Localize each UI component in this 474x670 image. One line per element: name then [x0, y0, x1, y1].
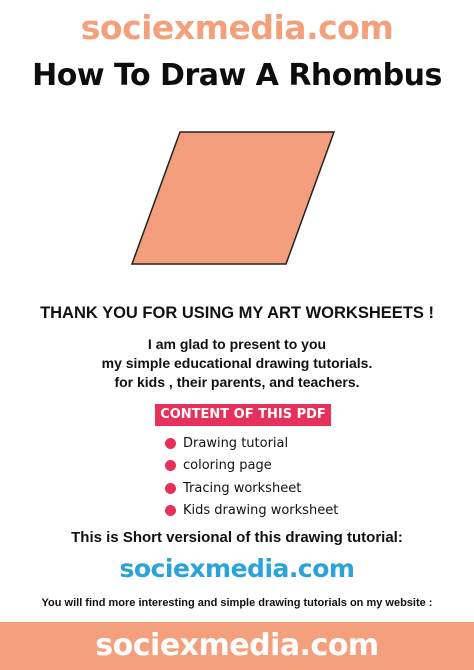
thanks-heading: THANK YOU FOR USING MY ART WORKSHEETS ! — [40, 304, 434, 322]
bullet-dot-icon — [165, 460, 176, 471]
content-label-badge: CONTENT OF THIS PDF — [155, 404, 331, 426]
content-list — [165, 432, 338, 522]
list-item — [165, 432, 338, 455]
rhombus-shape — [132, 132, 334, 264]
intro-text — [0, 335, 474, 392]
list-item — [165, 477, 338, 500]
site-name-footer[interactable]: sociexmedia.com — [95, 628, 379, 663]
list-item-label: Kids drawing worksheet — [183, 503, 339, 519]
more-tutorials-text: You will find more interesting and simple drawing tutorials on my website : — [41, 597, 433, 609]
site-name-top: sociexmedia.com — [80, 8, 394, 47]
intro-line-3: for kids , their parents, and teachers. — [114, 374, 360, 390]
rhombus-illustration — [128, 130, 338, 266]
site-link[interactable]: sociexmedia.com — [119, 554, 355, 583]
bullet-dot-icon — [165, 438, 176, 449]
list-item-label: coloring page — [183, 458, 272, 474]
list-item-label: Drawing tutorial — [183, 435, 289, 451]
page-title: How To Draw A Rhombus — [32, 58, 442, 93]
list-item — [165, 455, 338, 478]
bullet-dot-icon — [165, 483, 176, 494]
list-item — [165, 500, 338, 523]
list-item-label: Tracing worksheet — [183, 480, 302, 496]
short-version-text: This is Short versional of this drawing tutorial: — [71, 529, 403, 546]
intro-line-2: my simple educational drawing tutorials. — [101, 355, 373, 371]
bullet-dot-icon — [165, 505, 176, 516]
intro-line-1: I am glad to present to you — [147, 336, 327, 352]
